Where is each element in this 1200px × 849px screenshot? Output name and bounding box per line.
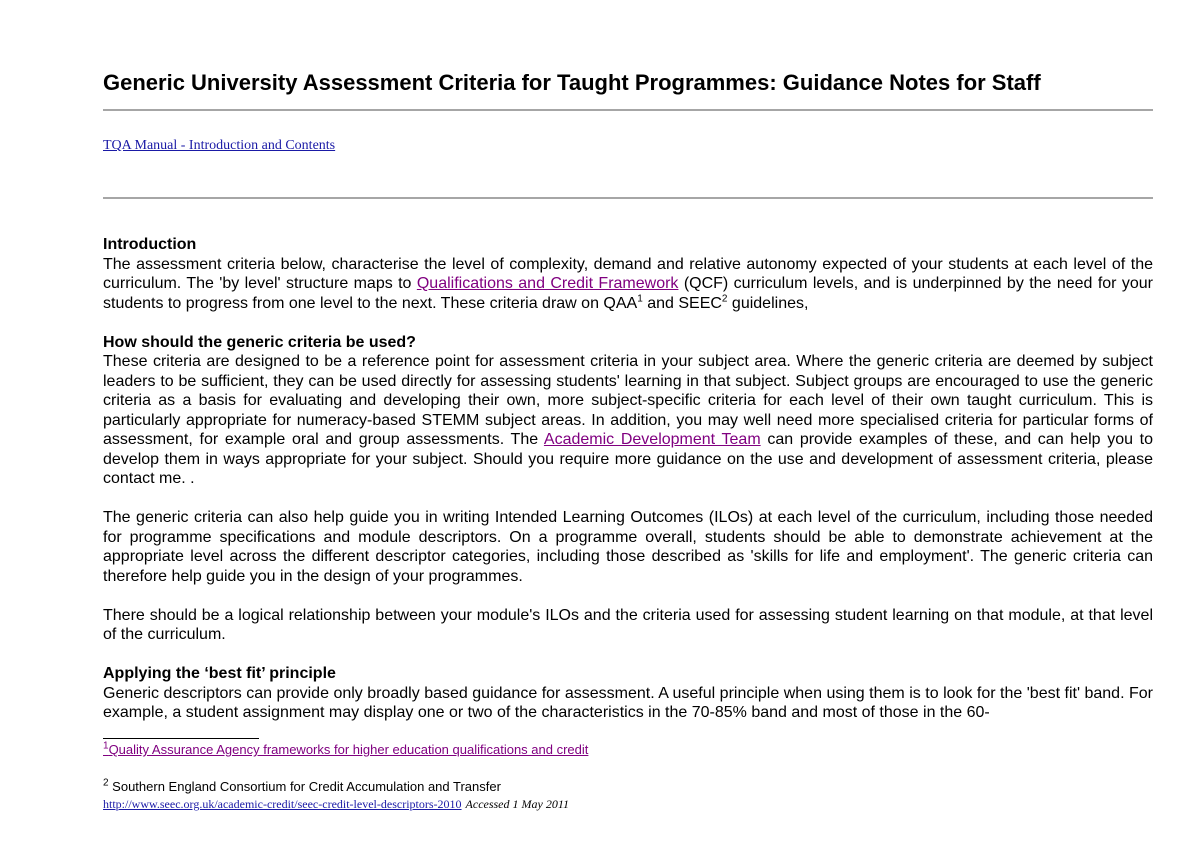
usage-paragraph-2: The generic criteria can also help guide you in writing Intended Learning Outcomes (ILOs) at each level of the curriculum, including those needed for programme specifications and module descriptors. On a programme overall, students should be able to demonstrate achievement at the appropriate level across the different descriptor categories, including those described as 'skills for life and employment'. The generic criteria can therefore help guide you in the design of your programmes. [103,509,1153,585]
academic-development-team-link[interactable]: Academic Development Team [543,431,761,448]
section-divider [103,197,1153,199]
introduction-paragraph: The assessment criteria below, characterise the level of complexity, demand and relative autonomy expected of your students at each level of the curriculum. The 'by level' structure maps to Qualifications and Credit Framework (QCF) curriculum levels, and is underpinned by the need for your students to progress from one level to the next. These criteria draw on QAA$^1$ and SEEC$^2$ guidelines, [103,255,1154,312]
footnote-divider [103,738,259,739]
usage-paragraph-1: These criteria are designed to be a reference point for assessment criteria in your subject area. Where the generic criteria are deemed by subject leaders to be sufficient, they can be used directly for assessing students' learning in that subject. Subject groups are encouraged to use the generic criteria as a basis for evaluating and developing their own, more subject-specific criteria for each level of their own taught curriculum. This is particularly appropriate for numeracy-based STEMM subject areas. In addition, you may well need more specialised criteria for particular forms of assessment, for example oral and group assessments. The Academic Development Team can provide examples of these, and can help you to develop them in ways appropriate for your subject. Should you require more guidance on the use and development of assessment criteria, please contact me. . [103,353,1154,487]
footnote-2: $^2$ Southern England Consortium for Credit Accumulation and Transfer [103,777,501,794]
footnote-1 [103,742,588,757]
tqa-manual-link[interactable]: TQA Manual - Introduction and Contents [103,138,336,153]
title-divider [103,109,1153,111]
qaa-frameworks-link[interactable]: $^1$Quality Assurance Agency frameworks for higher education qualifications and credit [103,740,589,757]
page-title: Generic University Assessment Criteria for Taught Programmes: Guidance Notes for Staff [103,70,1041,95]
usage-heading: How should the generic criteria be used? [103,333,416,351]
document-body [103,235,1153,723]
best-fit-paragraph: Generic descriptors can provide only broadly based guidance for assessment. A useful principle when using them is to look for the 'best fit' band. For example, a student assignment may display one or two of the characteristics in the 70-85% band and most of those in the 60- [103,684,1153,721]
introduction-heading: Introduction [103,236,197,253]
footnote-2-source [103,797,569,812]
qcf-link[interactable]: Qualifications and Credit Framework [416,275,679,292]
accessed-date: Accessed 1 May 2011 [465,797,569,811]
best-fit-heading: Applying the ‘best fit’ principle [103,665,336,682]
usage-paragraph-3: There should be a logical relationship between your module's ILOs and the criteria used for assessing student learning on that module, at that level of the curriculum. [103,606,1153,643]
seec-url-link[interactable]: http://www.seec.org.uk/academic-credit/seec-credit-level-descriptors-2010 [103,797,462,811]
footnote-ref-2[interactable]: 2 [721,293,728,305]
footnote-ref-1[interactable]: 1 [637,293,643,305]
